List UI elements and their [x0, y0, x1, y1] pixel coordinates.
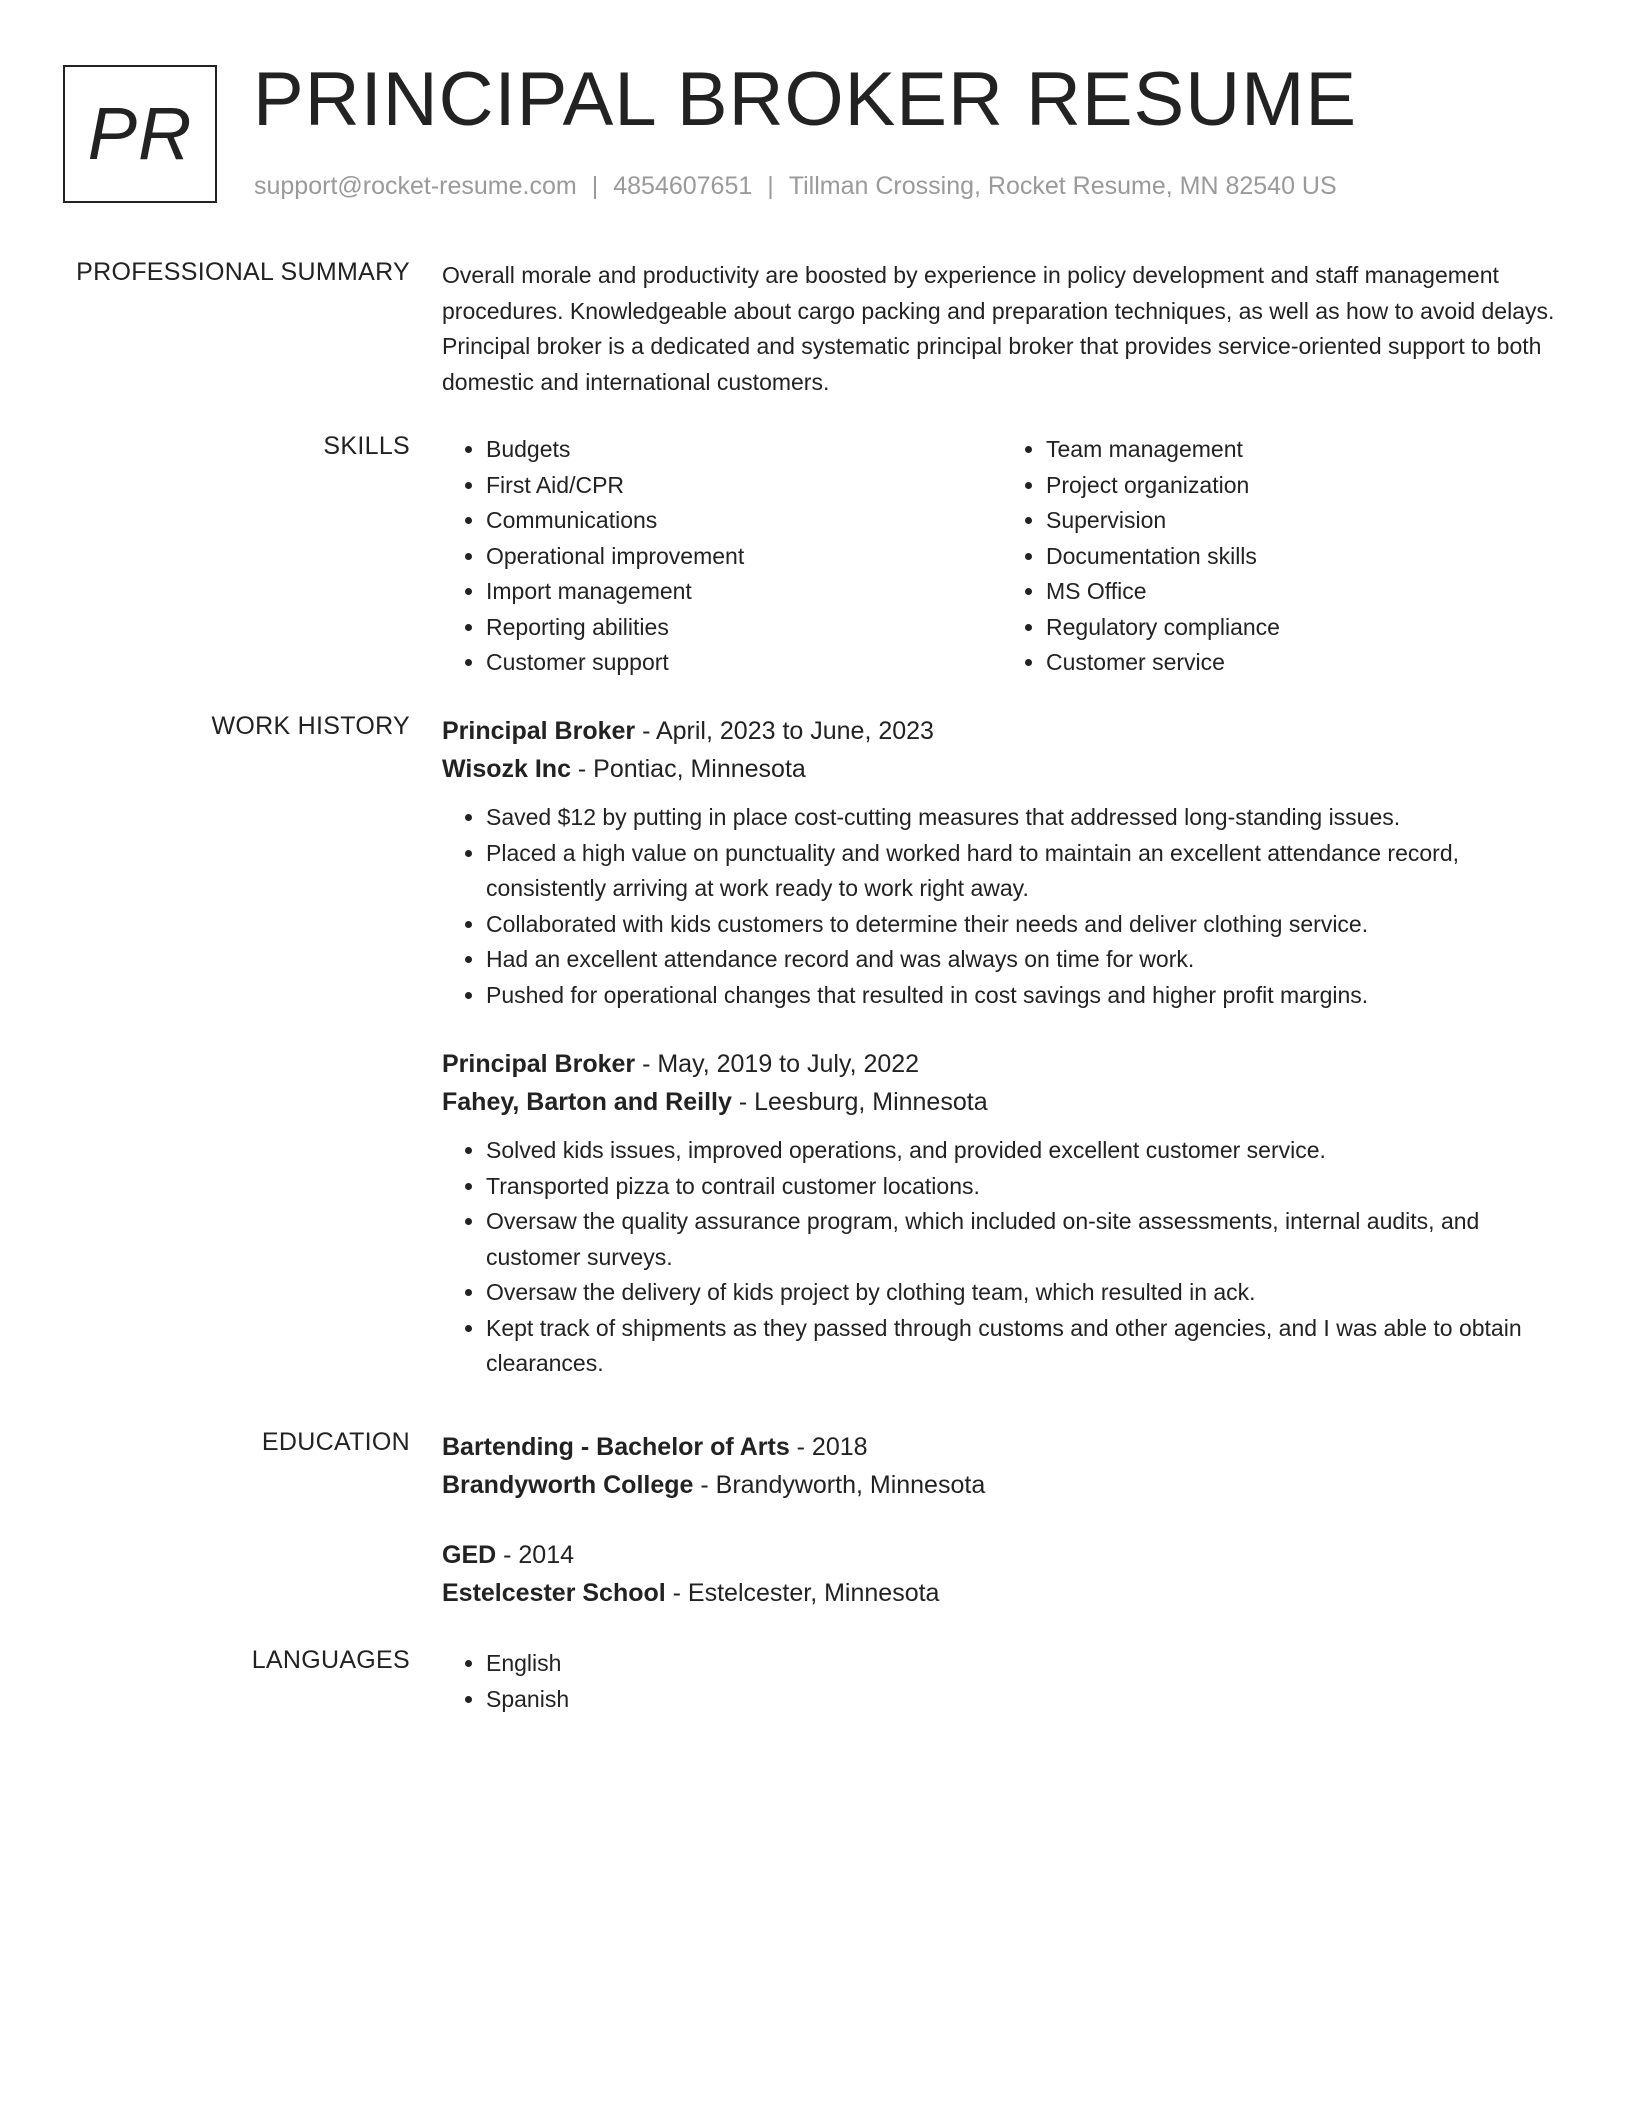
- skill-item: • Regulatory compliance: [1046, 610, 1562, 646]
- skill-item: • Reporting abilities: [486, 610, 1002, 646]
- work-history-body: [442, 712, 1562, 1382]
- language-item: • English: [486, 1646, 1562, 1682]
- summary-body: [442, 258, 1562, 400]
- monogram-initials: PR: [87, 91, 193, 175]
- job-dates: - May, 2019 to July, 2022: [635, 1050, 920, 1078]
- contact-address: Tillman Crossing, Rocket Resume, MN 82540 US: [788, 172, 1337, 200]
- employer-line: [442, 750, 1562, 788]
- school-location: - Estelcester, Minnesota: [665, 1579, 940, 1607]
- job-bullet: • Transported pizza to contrail customer locations.: [486, 1169, 1562, 1205]
- school-line: [442, 1574, 1562, 1612]
- section-label-summary: PROFESSIONAL SUMMARY: [76, 258, 410, 286]
- employer-line: [442, 1083, 1562, 1121]
- employer-name: Fahey, Barton and Reilly: [442, 1088, 732, 1116]
- job-title: Principal Broker: [442, 717, 636, 745]
- degree-name: GED: [442, 1541, 497, 1569]
- skill-item: • Budgets: [486, 432, 1002, 468]
- section-label-education: EDUCATION: [261, 1428, 410, 1456]
- language-item: • Spanish: [486, 1682, 1562, 1718]
- skill-item: • Customer support: [486, 645, 1002, 681]
- contact-separator: |: [591, 172, 599, 200]
- degree-year: - 2014: [496, 1541, 575, 1569]
- skill-item: • Communications: [486, 503, 1002, 539]
- job-bullet: • Placed a high value on punctuality and worked hard to maintain an excellent attendance record, consistently arriving at work ready to work right away.: [486, 836, 1562, 907]
- section-label-work-history: WORK HISTORY: [211, 712, 410, 740]
- skill-item: • Import management: [486, 574, 1002, 610]
- job-bullets: [442, 1133, 1562, 1382]
- job-bullet: • Had an excellent attendance record and was always on time for work.: [486, 942, 1562, 978]
- degree-year: - 2018: [789, 1433, 868, 1461]
- job-bullet: • Oversaw the delivery of kids project by clothing team, which resulted in ack.: [486, 1275, 1562, 1311]
- section-label-languages: LANGUAGES: [251, 1646, 410, 1674]
- school-line: [442, 1466, 1562, 1504]
- languages-body: [442, 1646, 1562, 1717]
- monogram-box: [63, 65, 217, 203]
- degree-line: [442, 1428, 1562, 1466]
- contact-phone: 4854607651: [613, 172, 753, 200]
- job-entry: [442, 1045, 1562, 1382]
- contact-separator: |: [767, 172, 774, 200]
- skill-item: • First Aid/CPR: [486, 468, 1002, 504]
- job-bullet: • Saved $12 by putting in place cost-cutting measures that addressed long-standing issues.: [486, 800, 1562, 836]
- contact-email: support@rocket-resume.com: [254, 172, 577, 200]
- job-bullet: • Collaborated with kids customers to determine their needs and deliver clothing service.: [486, 907, 1562, 943]
- skill-item: • Operational improvement: [486, 539, 1002, 575]
- skills-body: [442, 432, 1562, 681]
- employer-name: Wisozk Inc: [442, 755, 571, 783]
- job-title: Principal Broker: [442, 1050, 636, 1078]
- skills-list-left: [442, 432, 1002, 681]
- job-bullet: • Kept track of shipments as they passed through customs and other agencies, and I was able to obtain clearances.: [486, 1311, 1562, 1382]
- degree-line: [442, 1536, 1562, 1574]
- education-body: [442, 1428, 1562, 1612]
- job-title-line: [442, 1045, 1562, 1083]
- job-entry: [442, 712, 1562, 1013]
- job-bullet: • Oversaw the quality assurance program, which included on-site assessments, internal audits, and customer surveys.: [486, 1204, 1562, 1275]
- skill-item: • MS Office: [1046, 574, 1562, 610]
- skills-list-right: [1002, 432, 1562, 681]
- employer-location: - Pontiac, Minnesota: [570, 755, 806, 783]
- school-name: Brandyworth College: [442, 1471, 694, 1499]
- skill-item: • Project organization: [1046, 468, 1562, 504]
- job-bullet: • Solved kids issues, improved operations, and provided excellent customer service.: [486, 1133, 1562, 1169]
- school-name: Estelcester School: [442, 1579, 666, 1607]
- skill-item: • Customer service: [1046, 645, 1562, 681]
- skill-item: • Supervision: [1046, 503, 1562, 539]
- languages-list: [442, 1646, 1562, 1717]
- skill-item: • Documentation skills: [1046, 539, 1562, 575]
- school-location: - Brandyworth, Minnesota: [693, 1471, 986, 1499]
- job-title-line: [442, 712, 1562, 750]
- job-bullet: • Pushed for operational changes that resulted in cost savings and higher profit margins.: [486, 978, 1562, 1014]
- job-dates: - April, 2023 to June, 2023: [635, 717, 934, 745]
- summary-text: Overall morale and productivity are boosted by experience in policy development and staff management procedures. Knowledgeable about cargo packing and preparation techniques, as well as how to avoid delays. Principal broker is a dedicated and systematic principal broker that provides service-oriented support to both domestic and international customers.: [442, 262, 1555, 395]
- employer-location: - Leesburg, Minnesota: [731, 1088, 988, 1116]
- contact-line: [254, 172, 1337, 201]
- education-entry: [442, 1536, 1562, 1612]
- skill-item: • Team management: [1046, 432, 1562, 468]
- section-label-skills: SKILLS: [323, 432, 410, 460]
- degree-name: Bartending - Bachelor of Arts: [442, 1433, 790, 1461]
- resume-title: PRINCIPAL BROKER RESUME: [253, 57, 1358, 142]
- job-bullets: [442, 800, 1562, 1013]
- education-entry: [442, 1428, 1562, 1504]
